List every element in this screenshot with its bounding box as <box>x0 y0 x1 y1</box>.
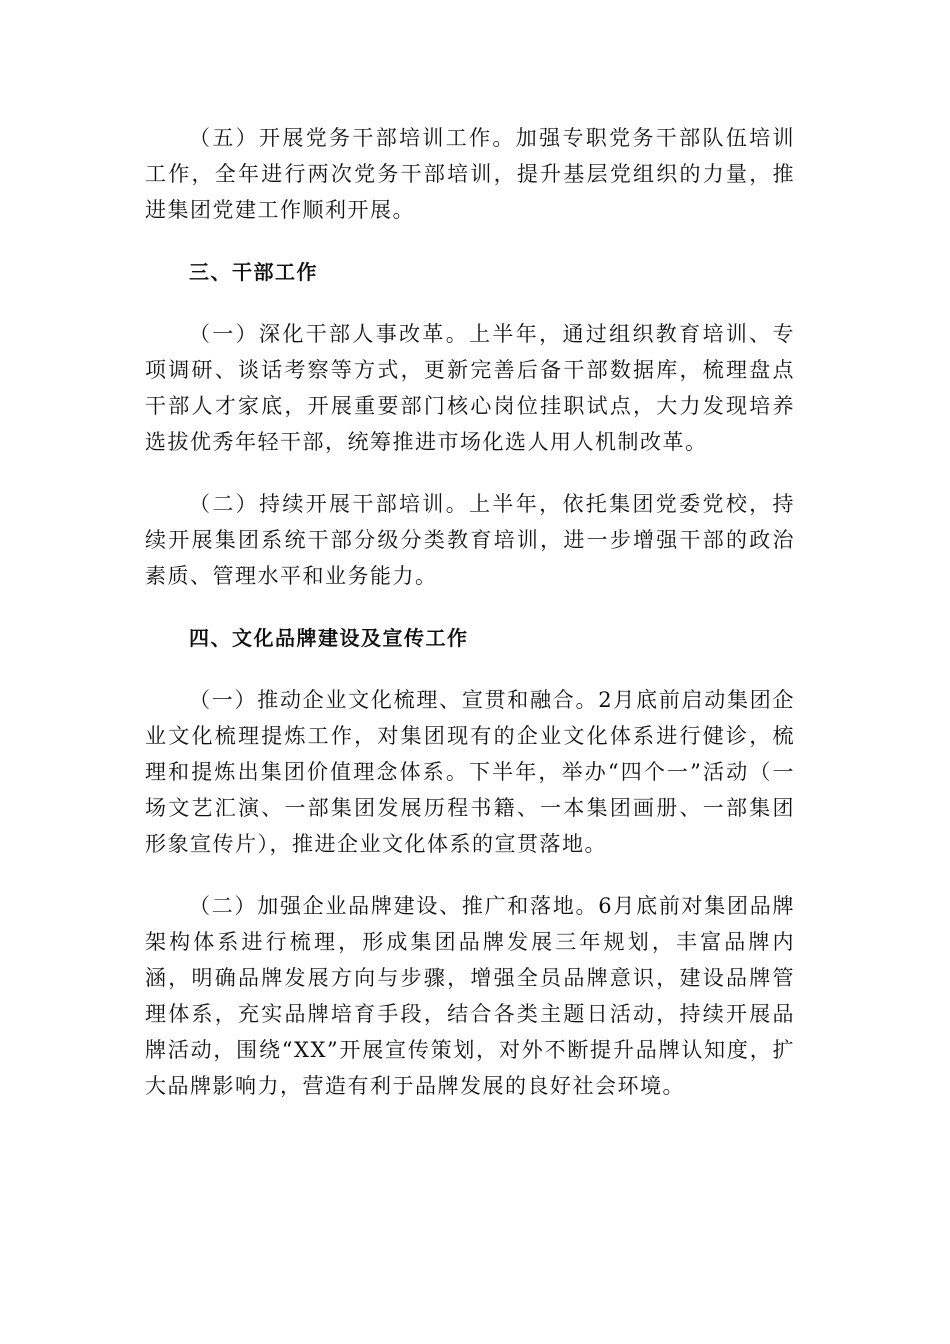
paragraph-party-cadre-training: （五）开展党务干部培训工作。加强专职党务干部队伍培训工作，全年进行两次党务干部培训，提升基层党组织的力量，推进集团党建工作顺利开展。 <box>145 126 795 222</box>
document-page <box>145 120 795 1130</box>
paragraph-corporate-culture: （一）推动企业文化梳理、宣贯和融合。2月底前启动集团企业文化梳理提炼工作，对集团现有的企业文化体系进行健诊，梳理和提炼出集团价值理念体系。下半年，举办“四个一”活动（一场文艺汇演、一部集团发展历程书籍、一本集团画册、一部集团形象宣传片），推进企业文化体系的宣贯落地。 <box>145 688 795 856</box>
paragraph-cadre-training: （二）持续开展干部培训。上半年，依托集团党委党校，持续开展集团系统干部分级分类教育培训，进一步增强干部的政治素质、管理水平和业务能力。 <box>145 492 795 588</box>
paragraph-personnel-reform: （一）深化干部人事改革。上半年，通过组织教育培训、专项调研、谈话考察等方式，更新完善后备干部数据库，梳理盘点干部人才家底，开展重要部门核心岗位挂职试点，大力发现培养选拔优秀年轻干部，统筹推进市场化选人用人机制改革。 <box>145 322 795 454</box>
section-heading-culture-brand: 四、文化品牌建设及宣传工作 <box>189 626 469 650</box>
section-heading-cadre-work: 三、干部工作 <box>189 260 318 284</box>
paragraph-brand-building: （二）加强企业品牌建设、推广和落地。6月底前对集团品牌架构体系进行梳理，形成集团品牌发展三年规划，丰富品牌内涵，明确品牌发展方向与步骤，增强全员品牌意识，建设品牌管理体系，充实品牌培育手段，结合各类主题日活动，持续开展品牌活动，围绕“XX”开展宣传策划，对外不断提升品牌认知度，扩大品牌影响力，营造有利于品牌发展的良好社会环境。 <box>145 894 795 1098</box>
